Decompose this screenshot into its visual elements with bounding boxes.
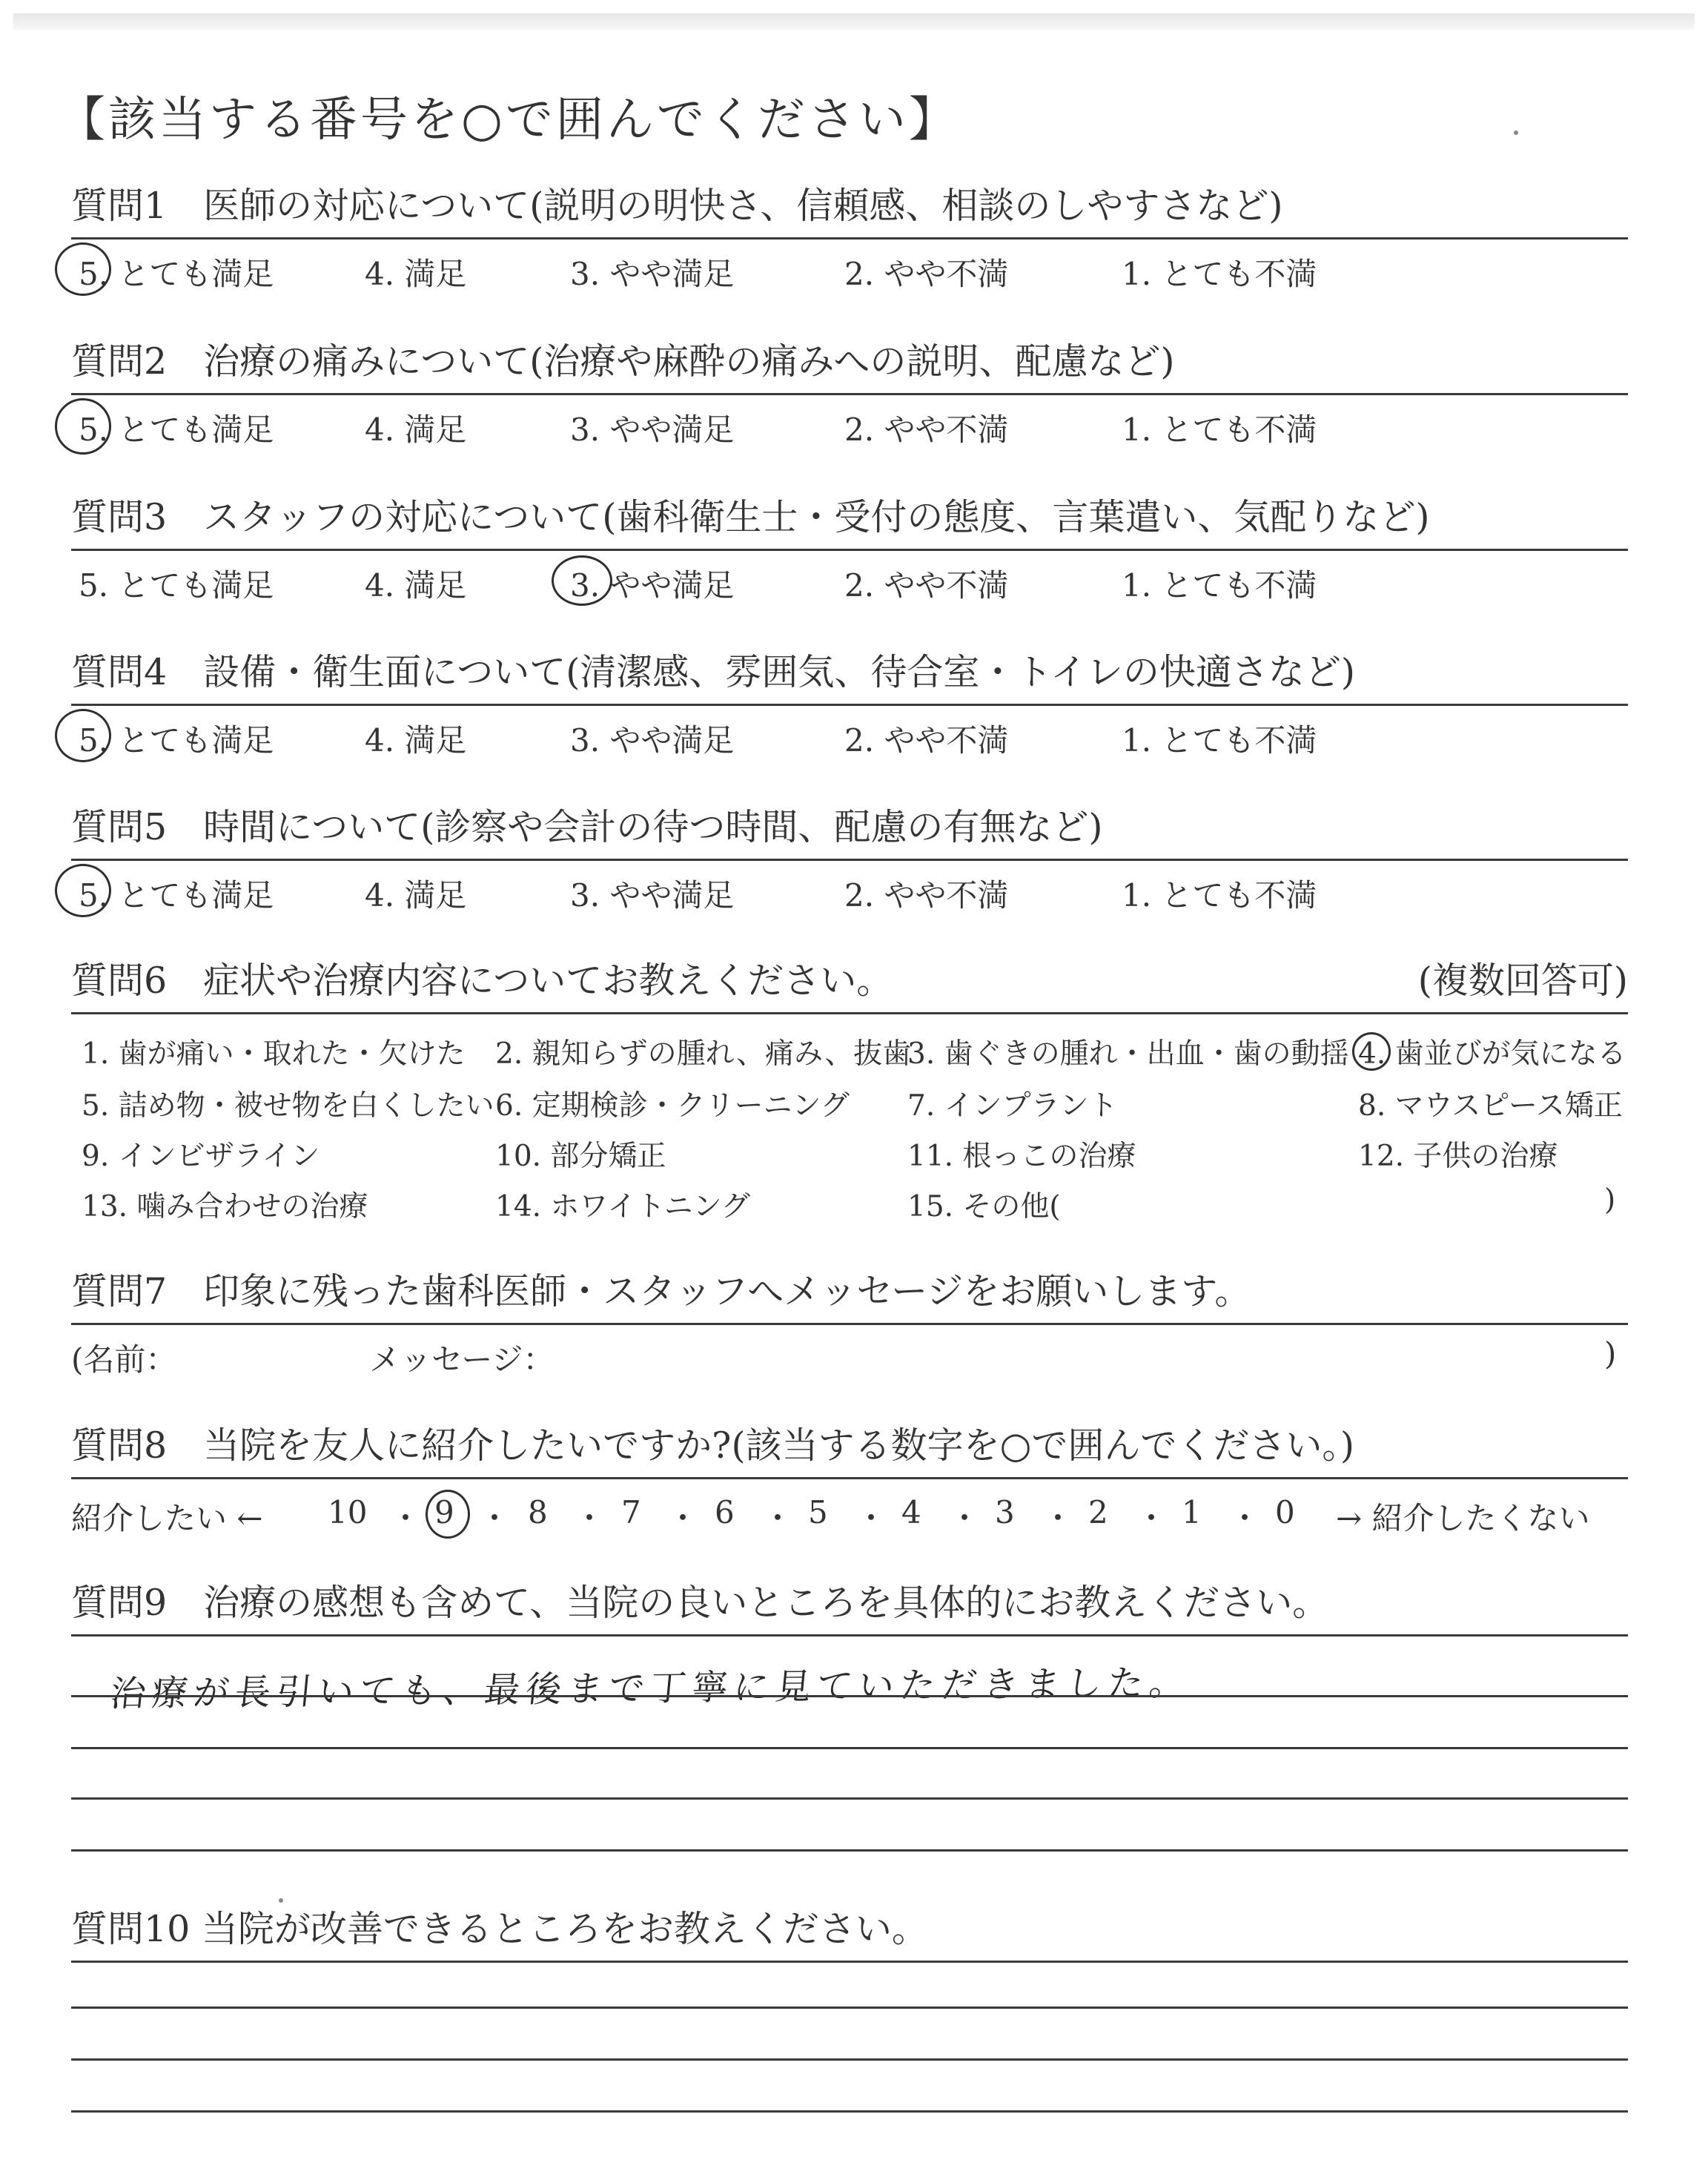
symptom-option[interactable]: 10. 部分矯正 [495,1140,666,1173]
option-4[interactable]: 4. 満足 [365,877,467,914]
scan-speck [279,1898,283,1903]
scan-speck [1514,131,1518,135]
answer-line [71,1695,1628,1697]
question-2 [71,340,1628,447]
question-9 [71,1581,1628,1636]
rating-options [71,395,1628,447]
rating-options [71,706,1628,758]
option-3[interactable]: 3. やや満足 [570,722,735,759]
scale-separator: ・ [1229,1500,1261,1536]
question-heading: 質問8 当院を友人に紹介したいですか?(該当する数字を○で囲んでください。) [71,1424,1354,1467]
name-label: (名前： [71,1341,177,1378]
multiple-answer-note: (複数回答可) [1417,960,1628,1002]
option-1[interactable]: 1. とても不満 [1122,567,1317,604]
question-10 [71,1907,1628,1963]
option-1[interactable]: 1. とても不満 [1122,877,1317,914]
symptom-option[interactable]: 15. その他( [907,1190,1061,1223]
option-4[interactable]: 4. 満足 [365,722,467,759]
option-3[interactable]: 3. やや満足 [570,877,735,914]
option-2[interactable]: 2. やや不満 [844,412,1009,448]
scale-value-6[interactable]: 6 [715,1494,735,1530]
answer-line [71,2007,1628,2009]
scale-value-7[interactable]: 7 [621,1494,641,1530]
scale-value-3[interactable]: 3 [995,1494,1015,1530]
symptom-option[interactable]: 9. インビザライン [82,1140,320,1173]
answer-line [71,1747,1628,1749]
option-5[interactable]: 5. とても満足 [79,877,274,914]
answer-line [71,1849,1628,1852]
divider [71,1961,1628,1963]
scale-value-5[interactable]: 5 [808,1494,828,1530]
rating-options [71,240,1628,291]
option-5[interactable]: 5. とても満足 [79,722,274,759]
option-3[interactable]: 3. やや満足 [570,412,735,448]
question-heading: 質問5 時間について(診察や会計の待つ時間、配慮の有無など) [71,806,1103,848]
answer-line [71,2110,1628,2113]
divider [71,1477,1628,1479]
scale-value-0[interactable]: 0 [1275,1494,1295,1530]
scale-value-1[interactable]: 1 [1182,1494,1202,1530]
message-row [71,1325,1628,1377]
symptom-option[interactable]: 12. 子供の治療 [1358,1140,1558,1173]
symptom-options [71,1020,1628,1235]
option-3[interactable]: 3. やや満足 [570,256,735,292]
rating-options [71,861,1628,913]
question-heading: 質問1 医師の対応について(説明の明快さ、信頼感、相談のしやすさなど) [71,185,1283,227]
scale-separator: ・ [574,1500,606,1536]
scale-separator: ・ [479,1500,511,1536]
option-5[interactable]: 5. とても満足 [79,412,274,448]
divider [71,1634,1628,1636]
symptom-option[interactable]: 14. ホワイトニング [495,1190,750,1223]
question-heading: 質問6 症状や治療内容についてお教えください。 [71,960,893,1002]
option-4[interactable]: 4. 満足 [365,567,467,604]
message-close-paren: ) [1604,1335,1617,1372]
option-4[interactable]: 4. 満足 [365,412,467,448]
handwritten-answer: 治療が長引いても、最後まで丁寧に見ていただきました。 [108,1662,1194,1715]
scale-separator: ・ [1136,1500,1168,1536]
answer-line [71,1797,1628,1800]
scale-left-label: 紹介したい ← [71,1500,263,1536]
question-6 [71,959,1628,1235]
option-2[interactable]: 2. やや不満 [844,567,1009,604]
option-2[interactable]: 2. やや不満 [844,877,1009,914]
symptom-option[interactable]: 6. 定期検診・クリーニング [495,1089,850,1123]
answer-line [71,2058,1628,2061]
symptom-option[interactable]: 13. 噛み合わせの治療 [82,1190,368,1223]
page-title: 【該当する番号を○で囲んでください】 [58,93,959,148]
question-7 [71,1269,1628,1377]
question-1 [71,184,1628,291]
scale-separator: ・ [855,1500,887,1536]
question-heading: 質問9 治療の感想も含めて、当院の良いところを具体的にお教えください。 [71,1582,1329,1624]
option-2[interactable]: 2. やや不満 [844,722,1009,759]
question-heading: 質問3 スタッフの対応について(歯科衛生士・受付の態度、言葉遣い、気配りなど) [71,496,1430,538]
option-5[interactable]: 5. とても満足 [79,567,274,604]
option-5[interactable]: 5. とても満足 [79,256,274,292]
question-8 [71,1424,1628,1536]
option-2[interactable]: 2. やや不満 [844,256,1009,292]
scale-value-9[interactable]: 9 [434,1494,454,1530]
scale-right-label: → 紹介したくない [1336,1500,1590,1536]
scale-separator: ・ [949,1500,981,1536]
symptom-option[interactable]: 11. 根っこの治療 [907,1140,1136,1173]
scale-separator: ・ [390,1500,422,1536]
question-heading: 質問7 印象に残った歯科医師・スタッフへメッセージをお願いします。 [71,1270,1251,1312]
symptom-option[interactable]: 1. 歯が痛い・取れた・欠けた [82,1037,466,1071]
symptom-option[interactable]: 8. マウスピース矯正 [1358,1089,1623,1123]
scale-value-2[interactable]: 2 [1088,1494,1108,1530]
recommend-scale [71,1484,1628,1536]
rating-options [71,551,1628,603]
option-1[interactable]: 1. とても不満 [1122,256,1317,292]
question-5 [71,805,1628,913]
symptom-option[interactable]: 2. 親知らずの腫れ、痛み、抜歯 [495,1037,912,1071]
question-4 [71,650,1628,758]
question-heading: 質問4 設備・衛生面について(清潔感、雰囲気、待合室・トイレの快適さなど) [71,651,1355,693]
question-heading: 質問2 治療の痛みについて(治療や麻酔の痛みへの説明、配慮など) [71,340,1175,383]
other-close-paren: ) [1604,1183,1616,1217]
symptom-option[interactable]: 4. 歯並びが気になる [1358,1037,1626,1071]
question-heading: 質問10 当院が改善できるところをお教えください。 [71,1908,928,1950]
scale-separator: ・ [762,1500,794,1536]
symptom-option[interactable]: 7. インプラント [907,1089,1118,1123]
scale-value-8[interactable]: 8 [528,1494,548,1530]
divider [71,1012,1628,1014]
question-heading-row [71,959,1628,1003]
scale-separator: ・ [1042,1500,1074,1536]
scale-value-10[interactable]: 10 [328,1494,368,1530]
scan-edge [13,13,1695,30]
option-3[interactable]: 3. やや満足 [570,567,735,604]
symptom-option[interactable]: 5. 詰め物・被せ物を白くしたい [82,1089,494,1123]
scale-separator: ・ [667,1500,699,1536]
option-1[interactable]: 1. とても不満 [1122,412,1317,448]
message-label: メッセージ： [369,1341,555,1378]
option-1[interactable]: 1. とても不満 [1122,722,1317,759]
scale-value-4[interactable]: 4 [901,1494,921,1530]
symptom-option[interactable]: 3. 歯ぐきの腫れ・出血・歯の動揺 [907,1037,1349,1071]
question-3 [71,495,1628,603]
option-4[interactable]: 4. 満足 [365,256,467,292]
